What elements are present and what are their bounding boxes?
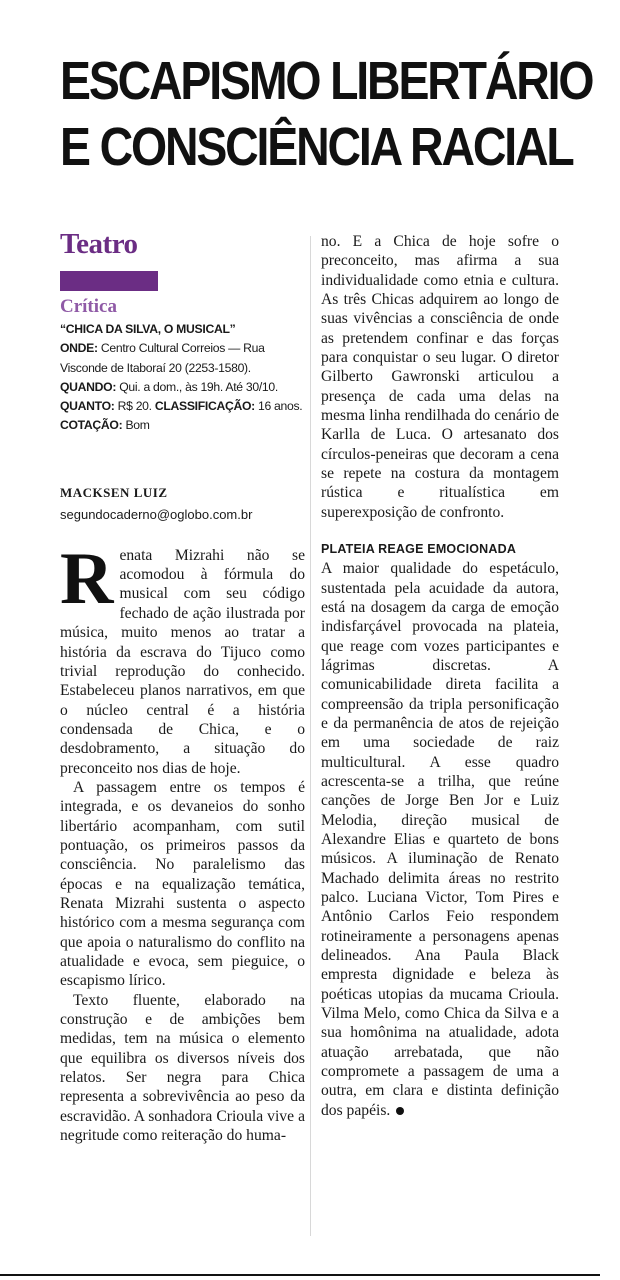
paragraph-4: A maior qualidade do espetáculo, sustentada pela acuidade da autora, está na dosagem da carga de emoção indisfarçável provocada na plateia, que reage com vozes participantes e lágrimas discretas. A comunicabilidade direta facilita a compreensão da tripla personificação e da permanência de atos de rejeição em uma sociedade de raiz multicultural. A esse quadro acrescenta-se a trilha, que reúne canções de Jorge Ben Jor e Luiz Melodia, direção musical de Alexandre Elias e quarteto de bons músicos. A iluminação de Renato Machado delimita áreas no restrito palco. Luciana Victor, Tom Pires e Antônio Carlos Feio respondem rotineiramente a personagens apenas delineados. Ana Paula Black empresta dignidade e beleza às poéticas utopias da mucama Crioula. Vilma Melo, como Chica da Silva e a sua homônima na atualidade, adota atuação arrebatada, que não compromete a passagem de uma a outra, em clara e distinta definição dos papéis. — [321, 560, 559, 1119]
article-body-right — [321, 232, 559, 522]
paragraph-2: A passagem entre os tempos é integrada, e os devaneios do sonho libertário acompanham, com sutil pontuação, os primeiros passos da consciência. No paralelismo das épocas e na equalização temática, Renata Mizrahi sustenta o aspecto histórico com a mesma segurança com que apoia o naturalismo do conflito na atualidade e evoca, sem pieguice, o escapismo lírico. — [60, 778, 305, 990]
info-cotacao: COTAÇÃO: Bom — [60, 418, 150, 433]
show-title: “CHICA DA SILVA, O MUSICAL” — [60, 322, 236, 336]
author-email[interactable]: segundocaderno@oglobo.com.br — [60, 506, 253, 522]
info-quando: QUANDO: Qui. a dom., às 19h. Até 30/10. — [60, 379, 278, 394]
subheading: PLATEIA REAGE EMOCIONADA — [321, 542, 517, 557]
paragraph-3: Texto fluente, elaborado na construção e de ambições bem medidas, tem na música o elemento que equilibra os diversos níveis dos relatos. Ser negra para Chica representa a sobrevivência ao peso da escravidão. A sonhadora Crioula vive a negritude como reiteração do huma- — [60, 991, 305, 1145]
headline — [60, 48, 593, 180]
article-body-right-2 — [321, 559, 559, 1120]
article-body-left — [60, 537, 305, 1146]
right-column — [321, 232, 559, 1120]
paragraph-1: Renata Mizrahi não se acomodou à fórmula do musical com seu código fechado de ação ilustrada por música, muito menos ao tratar a história da escrava do Tijuco como trivial reprodução do conhecido. Estabeleceu planos narrativos, em que o núcleo central é a história condensada de Chica, e o desdobramento, a situação do preconceito nos dias de hoje. — [60, 537, 305, 777]
headline-line-2: E CONSCIÊNCIA RACIAL — [60, 117, 573, 177]
info-quanto: QUANTO: R$ 20. CLASSIFICAÇÃO: 16 anos. — [60, 399, 303, 414]
bottom-rule — [0, 1274, 600, 1276]
paragraph-3-continued: no. E a Chica de hoje sofre o preconceito, mas afirma a sua individualidade como etnia e cultura. As três Chicas adquirem ao longo de suas vivências a consciência de onde as pretendem confinar e das forças para conquistar o seu lugar. O diretor Gilberto Gawronski articulou a presença de cada uma delas na mesma linha rendilhada do cenário de Karlla de Luca. O artesanato dos círculos-peneiras que decoram a cena se repete na costura da montagem rústica e ritualística em superexposição de confronto. — [321, 233, 559, 521]
drop-cap: R — [60, 537, 114, 620]
section-color-bar — [60, 271, 158, 291]
author-byline: MACKSEN LUIZ — [60, 484, 168, 500]
section-label: Teatro — [60, 228, 138, 260]
headline-line-1: ESCAPISMO LIBERTÁRIO — [60, 51, 593, 111]
column-divider — [310, 236, 311, 1236]
info-onde: ONDE: Centro Cultural Correios — Rua Visconde de Itaboraí 20 (2253-1580). — [60, 341, 265, 375]
left-column — [60, 226, 305, 1145]
end-mark-icon — [396, 1107, 404, 1115]
show-info-box — [60, 320, 305, 436]
kicker-label: Crítica — [60, 296, 117, 317]
